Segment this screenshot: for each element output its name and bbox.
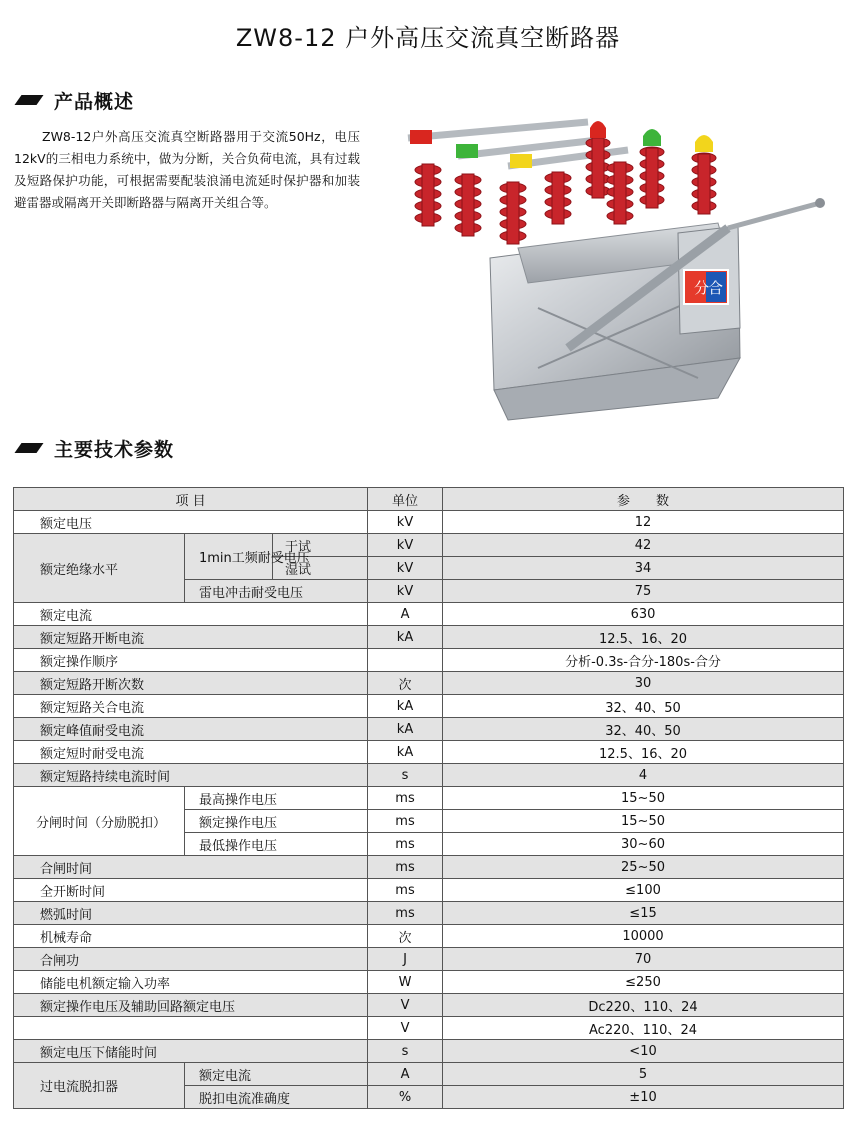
specs-heading-text: 主要技术参数 [54, 438, 175, 461]
header-item: 项 目 [14, 488, 368, 511]
table-row: 储能电机额定输入功率 W ≤250 [14, 971, 844, 994]
table-row: 额定短时耐受电流 kA 12.5、16、20 [14, 741, 844, 764]
header-unit: 单位 [368, 488, 443, 511]
table-row: 额定电压下储能时间 s <10 [14, 1040, 844, 1063]
open-label: 分 [694, 279, 710, 297]
table-row: 额定操作电压 ms 15~50 [14, 810, 844, 833]
heading-marker [14, 443, 43, 453]
table-row: 额定短路开断电流 kA 12.5、16、20 [14, 626, 844, 649]
table-row: 额定短路持续电流时间 s 4 [14, 764, 844, 787]
table-row: 过电流脱扣器 额定电流 A 5 [14, 1063, 844, 1086]
specs-heading [14, 434, 174, 462]
table-row: 额定绝缘水平 1min工频耐受电压 干试 kV 42 [14, 534, 844, 557]
insulators [410, 121, 716, 244]
table-row: 合闸时间 ms 25~50 [14, 856, 844, 879]
table-row: 额定短路关合电流 kA 32、40、50 [14, 695, 844, 718]
table-row: 额定操作电压及辅助回路额定电压 V Dc220、110、24 [14, 994, 844, 1017]
overview-heading [14, 86, 134, 114]
spec-table [13, 487, 844, 1109]
page-title: ZW8-12 户外高压交流真空断路器 [235, 24, 621, 52]
header-value: 参 数 [443, 488, 844, 511]
table-row: 额定电压 kV 12 [14, 511, 844, 534]
table-row: V Ac220、110、24 [14, 1017, 844, 1040]
table-row: 燃弧时间 ms ≤15 [14, 902, 844, 925]
table-row: 合闸功 J 70 [14, 948, 844, 971]
table-row: 全开断时间 ms ≤100 [14, 879, 844, 902]
table-header-row [14, 488, 844, 511]
table-row: 分闸时间（分励脱扣） 最高操作电压 ms 15~50 [14, 787, 844, 810]
table-row: 湿试 kV 34 [14, 557, 844, 580]
table-row: 脱扣电流准确度 % ±10 [14, 1086, 844, 1109]
overview-heading-text: 产品概述 [54, 90, 135, 113]
overview-paragraph: ZW8-12户外高压交流真空断路器用于交流50Hz，电压12kV的三相电力系统中，做为分断，关合负荷电流，具有过载及短路保护功能，可根据需要配装浪涌电流延时保护器和加装避雷器或隔离开关即断路器与隔离开关组合等。 [14, 129, 360, 210]
table-row: 雷电冲击耐受电压 kV 75 [14, 580, 844, 603]
table-row: 额定电流 A 630 [14, 603, 844, 626]
product-photo [398, 108, 830, 428]
heading-marker [14, 95, 43, 105]
table-row: 机械寿命 次 10000 [14, 925, 844, 948]
table-row: 最低操作电压 ms 30~60 [14, 833, 844, 856]
circuit-breaker-illustration [398, 108, 830, 428]
table-row: 额定短路开断次数 次 30 [14, 672, 844, 695]
close-label: 合 [708, 279, 724, 297]
table-row: 额定操作顺序 分析-0.3s-合分-180s-合分 [14, 649, 844, 672]
table-row: 额定峰值耐受电流 kA 32、40、50 [14, 718, 844, 741]
